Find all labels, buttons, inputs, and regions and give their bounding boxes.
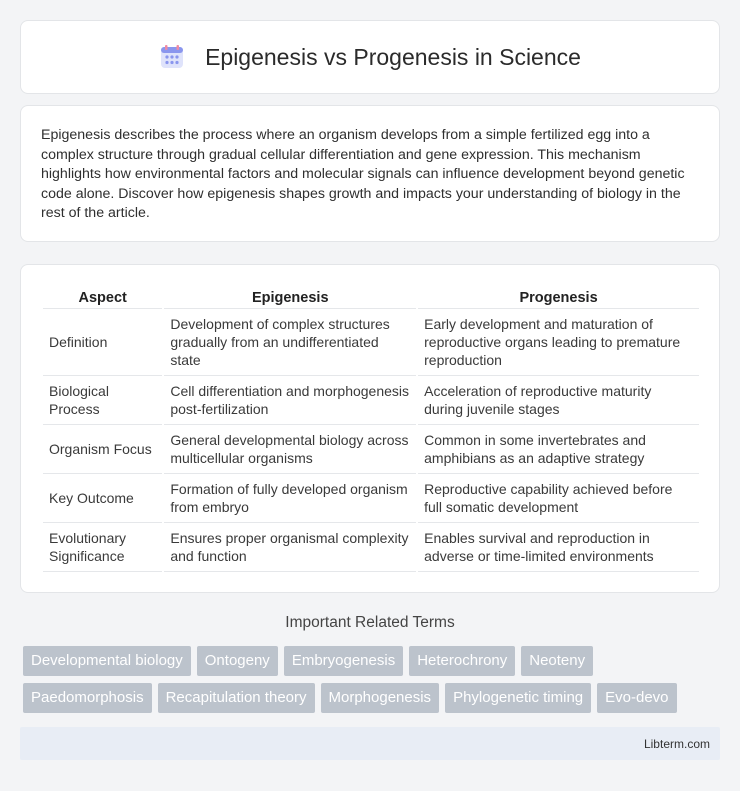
- grid-calendar-icon: [159, 44, 185, 70]
- tag-heterochrony[interactable]: Heterochrony: [409, 646, 515, 676]
- tag-embryogenesis[interactable]: Embryogenesis: [284, 646, 403, 676]
- tag-ontogeny[interactable]: Ontogeny: [197, 646, 278, 676]
- tag-phylogenetic-timing[interactable]: Phylogenetic timing: [445, 683, 591, 713]
- header-aspect: Aspect: [43, 285, 162, 309]
- progenesis-cell: Enables survival and reproduction in adverse or time-limited environments: [418, 523, 699, 572]
- epigenesis-cell: Ensures proper organismal complexity and function: [164, 523, 416, 572]
- progenesis-cell: Common in some invertebrates and amphibians as an adaptive strategy: [418, 425, 699, 474]
- aspect-cell: Organism Focus: [43, 425, 162, 474]
- aspect-cell: Evolutionary Significance: [43, 523, 162, 572]
- progenesis-cell: Acceleration of reproductive maturity during juvenile stages: [418, 376, 699, 425]
- tag-paedomorphosis[interactable]: Paedomorphosis: [23, 683, 152, 713]
- tag-neoteny[interactable]: Neoteny: [521, 646, 593, 676]
- aspect-cell: Biological Process: [43, 376, 162, 425]
- epigenesis-cell: General developmental biology across multicellular organisms: [164, 425, 416, 474]
- footer-brand[interactable]: Libterm.com: [643, 736, 710, 751]
- intro-text: Epigenesis describes the process where an organism develops from a simple fertilized egg into a complex structure through gradual cellular differentiation and gene expression. This mechanism highlights how environmental factors and molecular signals can influence development beyond genetic code alone. Discover how epigenesis shapes growth and impacts your understanding of biology in the rest of the article.: [41, 127, 685, 222]
- tag-row: [23, 683, 720, 713]
- tag-evo-devo[interactable]: Evo-devo: [597, 683, 676, 713]
- intro-card: [20, 105, 720, 242]
- aspect-cell: Definition: [43, 309, 162, 376]
- epigenesis-cell: Cell differentiation and morphogenesis post-fertilization: [164, 376, 416, 425]
- footer: [20, 727, 720, 760]
- aspect-cell: Key Outcome: [43, 474, 162, 523]
- related-terms-title: Important Related Terms: [285, 614, 455, 631]
- table-row: [43, 376, 699, 425]
- page-title: Epigenesis vs Progenesis in Science: [205, 43, 581, 70]
- tag-row: [23, 646, 720, 676]
- related-terms: [20, 646, 720, 720]
- table-header-row: [43, 285, 699, 309]
- epigenesis-cell: Development of complex structures gradually from an undifferentiated state: [164, 309, 416, 376]
- epigenesis-cell: Formation of fully developed organism from embryo: [164, 474, 416, 523]
- table-row: [43, 309, 699, 376]
- table-row: [43, 474, 699, 523]
- header-card: [20, 20, 720, 94]
- comparison-table: [41, 285, 701, 572]
- tag-morphogenesis[interactable]: Morphogenesis: [321, 683, 440, 713]
- table-row: [43, 425, 699, 474]
- tag-recapitulation-theory[interactable]: Recapitulation theory: [158, 683, 315, 713]
- header-progenesis: Progenesis: [418, 285, 699, 309]
- progenesis-cell: Early development and maturation of reproductive organs leading to premature reproduction: [418, 309, 699, 376]
- progenesis-cell: Reproductive capability achieved before full somatic development: [418, 474, 699, 523]
- tag-developmental-biology[interactable]: Developmental biology: [23, 646, 191, 676]
- table-row: [43, 523, 699, 572]
- header-epigenesis: Epigenesis: [164, 285, 416, 309]
- comparison-card: [20, 264, 720, 593]
